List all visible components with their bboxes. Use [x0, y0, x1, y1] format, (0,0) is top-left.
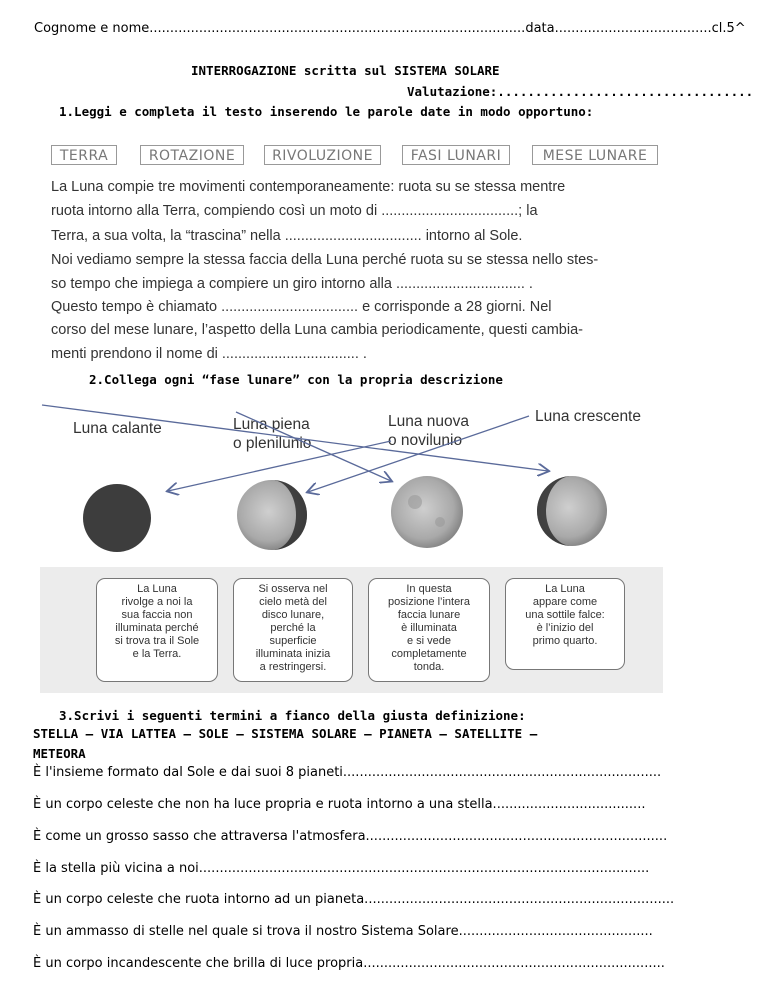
card-line: completamente: [391, 648, 467, 660]
paragraph-line: Questo tempo è chiamato .................................. e corrisponde a 28 giorni. Nel: [51, 299, 552, 315]
moon-new-icon: [83, 484, 151, 552]
definition-line[interactable]: È un ammasso di stelle nel quale si trova il nostro Sistema Solare...............................................: [33, 924, 653, 939]
card-line: tonda.: [413, 661, 445, 673]
card-line: e si vede: [406, 635, 452, 647]
label-luna-nuova-line2: o novilunio: [388, 432, 463, 449]
page-title: INTERROGAZIONE scritta sul SISTEMA SOLARE: [191, 63, 500, 78]
card-line: appare come: [532, 596, 598, 608]
section1-heading: 1.Leggi e completa il testo inserendo le parole date in modo opportuno:: [59, 104, 594, 119]
card-line: faccia lunare: [397, 609, 461, 621]
label-luna-calante: Luna calante: [73, 420, 162, 437]
description-card: [505, 578, 625, 670]
card-line: una sottile falce:: [525, 609, 605, 621]
valutazione-field[interactable]: Valutazione:..................................: [407, 84, 754, 99]
definition-line[interactable]: È la stella più vicina a noi.............................................................................................................: [33, 861, 650, 876]
card-line: perché la: [270, 622, 316, 634]
definition-line[interactable]: È l'insieme formato dal Sole e dai suoi 8 pianeti.............................................................................: [33, 765, 662, 780]
section3-terms-line2: METEORA: [33, 746, 86, 761]
date-label: data: [525, 21, 555, 36]
card-line: illuminata perché: [115, 622, 199, 634]
card-line: a restringersi.: [259, 661, 327, 673]
card-line: La Luna: [137, 583, 177, 595]
label-luna-crescente: Luna crescente: [535, 408, 641, 425]
card-line: Si osserva nel: [258, 583, 328, 595]
card-line: si trova tra il Sole: [114, 635, 200, 647]
card-line: illuminata inizia: [255, 648, 331, 660]
card-line: è illuminata: [401, 622, 457, 634]
moon-full-icon: [391, 476, 463, 548]
paragraph-line: ruota intorno alla Terra, compiendo così un moto di ..................................; la: [51, 203, 538, 219]
paragraph-line: corso del mese lunare, l’aspetto della Luna cambia periodicamente, questi cambia-: [51, 322, 583, 338]
word-box-rivoluzione: RIVOLUZIONE: [264, 145, 381, 165]
name-field[interactable]: ...........................................................................................: [149, 21, 526, 36]
card-line: disco lunare,: [261, 609, 325, 621]
moon-waning-icon: [237, 480, 307, 550]
word-box-fasi-lunari: FASI LUNARI: [402, 145, 510, 165]
label-luna-piena-line1: Luna piena: [233, 416, 310, 433]
section3-heading: 3.Scrivi i seguenti termini a fianco della giusta definizione:: [59, 708, 526, 723]
card-line: In questa: [406, 583, 452, 595]
definition-line[interactable]: È un corpo celeste che non ha luce propria e ruota intorno a una stella.....................................: [33, 797, 646, 812]
date-field[interactable]: ......................................: [554, 21, 712, 36]
card-line: è l’inizio del: [536, 622, 594, 634]
word-box-terra: TERRA: [51, 145, 117, 165]
card-line: e la Terra.: [132, 648, 182, 660]
description-card: [233, 578, 353, 682]
description-card: [368, 578, 490, 682]
word-box-mese-lunare: MESE LUNARE: [532, 145, 658, 165]
section2-heading: 2.Collega ogni “fase lunare” con la propria descrizione: [89, 372, 503, 387]
paragraph-line: so tempo che impiega a compiere un giro intorno alla ................................ .: [51, 276, 533, 292]
card-line: primo quarto.: [532, 635, 598, 647]
card-line: rivolge a noi la: [121, 596, 193, 608]
card-line: cielo metà del: [259, 596, 327, 608]
section3-terms-line1: STELLA – VIA LATTEA – SOLE – SISTEMA SOLARE – PIANETA – SATELLITE –: [33, 726, 538, 741]
paragraph-line: La Luna compie tre movimenti contemporaneamente: ruota su se stessa mentre: [51, 179, 566, 195]
definition-line[interactable]: È un corpo celeste che ruota intorno ad un pianeta...........................................................................: [33, 892, 675, 907]
definition-line[interactable]: È un corpo incandescente che brilla di luce propria.........................................................................: [33, 956, 665, 971]
label-luna-piena-line2: o plenilunio: [233, 435, 312, 452]
paragraph-line: menti prendono il nome di .................................. .: [51, 346, 367, 362]
paragraph-line: Noi vediamo sempre la stessa faccia della Luna perché ruota su se stessa nello stes-: [51, 252, 599, 268]
moon-waxing-icon: [537, 476, 607, 546]
definition-line[interactable]: È come un grosso sasso che attraversa l'atmosfera.........................................................................: [33, 829, 668, 844]
label-luna-nuova-line1: Luna nuova: [388, 413, 470, 430]
card-line: sua faccia non: [121, 609, 193, 621]
paragraph-line: Terra, a sua volta, la “trascina” nella .................................. intorno al Sole.: [51, 228, 523, 244]
card-line: superficie: [269, 635, 317, 647]
card-line: La Luna: [545, 583, 585, 595]
class-label: cl.5^: [711, 21, 746, 36]
card-line: posizione l’intera: [388, 596, 470, 608]
word-box-rotazione: ROTAZIONE: [140, 145, 244, 165]
name-label: Cognome e nome: [34, 21, 150, 36]
description-card: [96, 578, 218, 682]
